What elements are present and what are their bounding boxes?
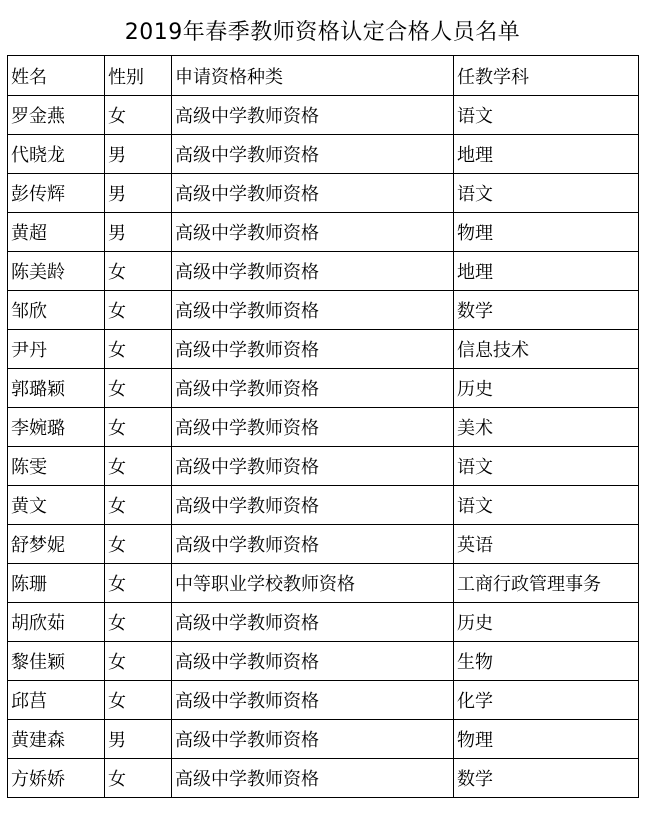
- cell-name: 李婉璐: [8, 408, 105, 447]
- cell-gender: 女: [105, 408, 172, 447]
- table-row: [8, 408, 639, 447]
- table-row: [8, 603, 639, 642]
- cell-gender: 男: [105, 135, 172, 174]
- cell-subject: 美术: [454, 408, 639, 447]
- cell-name: 邱莒: [8, 681, 105, 720]
- cell-name: 黄文: [8, 486, 105, 525]
- table-body: [8, 96, 639, 798]
- cell-subject: 物理: [454, 213, 639, 252]
- cell-gender: 女: [105, 447, 172, 486]
- cell-name: 方娇娇: [8, 759, 105, 798]
- cell-qualification-type: 高级中学教师资格: [172, 720, 454, 759]
- cell-gender: 女: [105, 291, 172, 330]
- cell-qualification-type: 高级中学教师资格: [172, 525, 454, 564]
- cell-qualification-type: 高级中学教师资格: [172, 96, 454, 135]
- cell-name: 陈雯: [8, 447, 105, 486]
- cell-gender: 男: [105, 213, 172, 252]
- cell-subject: 历史: [454, 603, 639, 642]
- cell-name: 彭传辉: [8, 174, 105, 213]
- cell-gender: 女: [105, 759, 172, 798]
- cell-qualification-type: 高级中学教师资格: [172, 252, 454, 291]
- table-row: [8, 213, 639, 252]
- cell-qualification-type: 高级中学教师资格: [172, 135, 454, 174]
- table-header-row: [8, 56, 639, 96]
- cell-gender: 女: [105, 642, 172, 681]
- cell-name: 胡欣茹: [8, 603, 105, 642]
- cell-name: 陈美龄: [8, 252, 105, 291]
- cell-qualification-type: 高级中学教师资格: [172, 486, 454, 525]
- cell-subject: 物理: [454, 720, 639, 759]
- column-header-subject: 任教学科: [454, 56, 639, 96]
- qualified-personnel-table: [7, 55, 639, 798]
- cell-gender: 男: [105, 174, 172, 213]
- cell-qualification-type: 高级中学教师资格: [172, 291, 454, 330]
- cell-gender: 女: [105, 681, 172, 720]
- cell-gender: 女: [105, 252, 172, 291]
- cell-qualification-type: 高级中学教师资格: [172, 642, 454, 681]
- table-row: [8, 135, 639, 174]
- cell-subject: 信息技术: [454, 330, 639, 369]
- cell-subject: 历史: [454, 369, 639, 408]
- cell-name: 邹欣: [8, 291, 105, 330]
- cell-name: 陈珊: [8, 564, 105, 603]
- cell-subject: 语文: [454, 96, 639, 135]
- cell-subject: 语文: [454, 174, 639, 213]
- table-row: [8, 486, 639, 525]
- column-header-gender: 性别: [105, 56, 172, 96]
- cell-name: 郭璐颖: [8, 369, 105, 408]
- cell-subject: 化学: [454, 681, 639, 720]
- table-row: [8, 447, 639, 486]
- cell-subject: 语文: [454, 447, 639, 486]
- cell-subject: 地理: [454, 252, 639, 291]
- table-row: [8, 525, 639, 564]
- cell-qualification-type: 高级中学教师资格: [172, 369, 454, 408]
- table-row: [8, 720, 639, 759]
- cell-qualification-type: 高级中学教师资格: [172, 681, 454, 720]
- cell-subject: 工商行政管理事务: [454, 564, 639, 603]
- cell-name: 罗金燕: [8, 96, 105, 135]
- cell-name: 黎佳颖: [8, 642, 105, 681]
- cell-subject: 英语: [454, 525, 639, 564]
- column-header-qualification-type: 申请资格种类: [172, 56, 454, 96]
- cell-qualification-type: 高级中学教师资格: [172, 174, 454, 213]
- column-header-name: 姓名: [8, 56, 105, 96]
- cell-gender: 女: [105, 369, 172, 408]
- table-row: [8, 564, 639, 603]
- cell-qualification-type: 高级中学教师资格: [172, 408, 454, 447]
- page-title: 2019年春季教师资格认定合格人员名单: [124, 20, 521, 45]
- cell-gender: 男: [105, 720, 172, 759]
- cell-qualification-type: 高级中学教师资格: [172, 213, 454, 252]
- table-row: [8, 252, 639, 291]
- cell-name: 黄超: [8, 213, 105, 252]
- cell-qualification-type: 高级中学教师资格: [172, 603, 454, 642]
- cell-qualification-type: 中等职业学校教师资格: [172, 564, 454, 603]
- cell-subject: 地理: [454, 135, 639, 174]
- table-row: [8, 642, 639, 681]
- cell-gender: 女: [105, 525, 172, 564]
- table-row: [8, 681, 639, 720]
- table-row: [8, 369, 639, 408]
- table-row: [8, 96, 639, 135]
- cell-subject: 数学: [454, 291, 639, 330]
- cell-subject: 数学: [454, 759, 639, 798]
- table-row: [8, 291, 639, 330]
- cell-subject: 语文: [454, 486, 639, 525]
- cell-gender: 女: [105, 564, 172, 603]
- cell-name: 舒梦妮: [8, 525, 105, 564]
- cell-qualification-type: 高级中学教师资格: [172, 447, 454, 486]
- cell-name: 黄建森: [8, 720, 105, 759]
- cell-gender: 女: [105, 603, 172, 642]
- cell-qualification-type: 高级中学教师资格: [172, 759, 454, 798]
- table-row: [8, 759, 639, 798]
- cell-gender: 女: [105, 330, 172, 369]
- cell-qualification-type: 高级中学教师资格: [172, 330, 454, 369]
- table-row: [8, 330, 639, 369]
- cell-name: 代晓龙: [8, 135, 105, 174]
- cell-name: 尹丹: [8, 330, 105, 369]
- cell-gender: 女: [105, 486, 172, 525]
- cell-gender: 女: [105, 96, 172, 135]
- cell-subject: 生物: [454, 642, 639, 681]
- table-row: [8, 174, 639, 213]
